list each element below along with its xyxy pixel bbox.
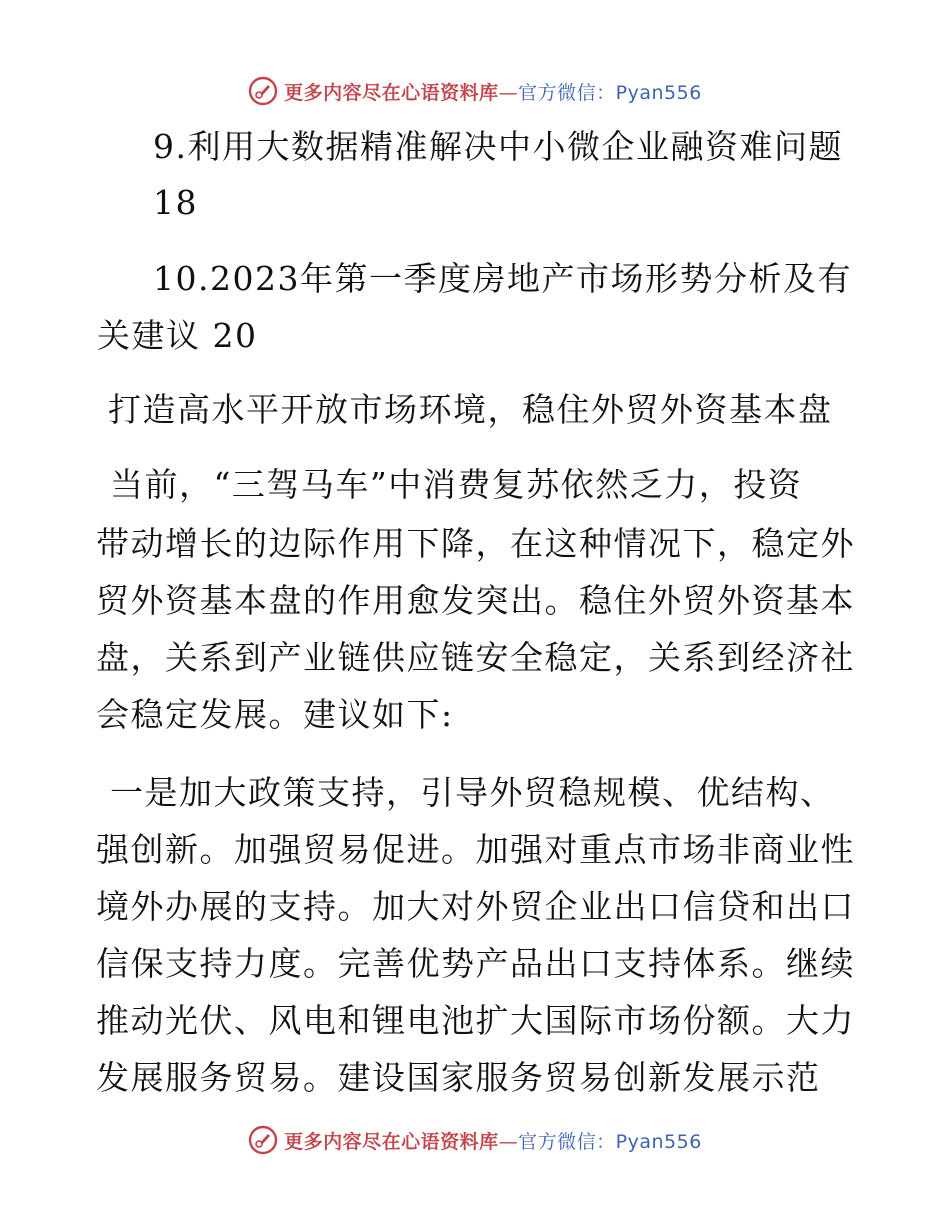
paragraph-1-line: 当前，“三驾马车”中消费复苏依然乏力，投资 — [110, 465, 803, 504]
paragraph-2-line: 强创新。加强贸易促进。加强对重点市场非商业性 — [96, 830, 855, 869]
header-banner-text: 更多内容尽在心语资料库—官方微信：Pyan556 — [284, 81, 702, 104]
quill-seal-icon — [248, 1125, 278, 1155]
toc-item-10-line2: 关建议 20 — [97, 316, 258, 355]
toc-item-9-line1: 9.利用大数据精准解决中小微企业融资难问题 — [153, 127, 843, 166]
paragraph-2-line: 推动光伏、风电和锂电池扩大国际市场份额。大力 — [96, 1001, 855, 1040]
footer-banner — [0, 1120, 950, 1160]
paragraph-1-line: 盘，关系到产业链供应链安全稳定，关系到经济社 — [96, 638, 855, 677]
toc-item-10-line1: 10.2023年第一季度房地产市场形势分析及有 — [153, 259, 852, 298]
paragraph-1-line: 贸外资基本盘的作用愈发突出。稳住外贸外资基本 — [96, 581, 855, 620]
article-title: 打造高水平开放市场环境，稳住外贸外资基本盘 — [108, 390, 833, 429]
toc-item-9-line2: 18 — [153, 183, 198, 222]
paragraph-2-line: 一是加大政策支持，引导外贸稳规模、优结构、 — [110, 773, 835, 812]
footer-banner-text: 更多内容尽在心语资料库—官方微信：Pyan556 — [284, 1130, 702, 1153]
paragraph-1-line: 带动增长的边际作用下降，在这种情况下，稳定外 — [96, 524, 855, 563]
paragraph-1-line: 会稳定发展。建议如下: — [96, 695, 454, 734]
paragraph-2-line: 发展服务贸易。建设国家服务贸易创新发展示范 — [96, 1058, 821, 1097]
paragraph-2-line: 信保支持力度。完善优势产品出口支持体系。继续 — [96, 944, 855, 983]
paragraph-2-line: 境外办展的支持。加大对外贸企业出口信贷和出口 — [96, 887, 855, 926]
